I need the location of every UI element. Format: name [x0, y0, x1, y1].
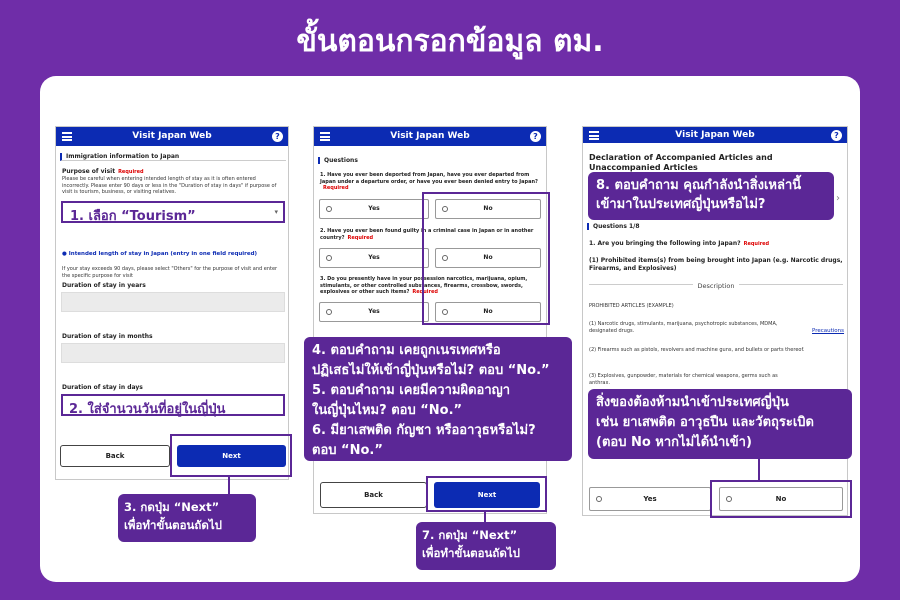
no-highlight [710, 480, 852, 518]
help-icon[interactable]: ? [530, 131, 541, 142]
back-button[interactable]: Back [320, 482, 427, 508]
app-title: Visit Japan Web [390, 131, 470, 141]
section-heading-text: Immigration information to Japan [66, 153, 180, 160]
description-text: Description [693, 282, 738, 290]
required-badge: Required [323, 185, 349, 191]
next-highlight [426, 476, 547, 512]
questions-counter [587, 223, 640, 230]
no-label: No [483, 254, 493, 261]
q3-yes-option[interactable] [319, 302, 429, 322]
menu-icon[interactable] [589, 131, 599, 140]
days-input-value: 2. ใส่จำนวนวันที่อยู่ในญี่ปุ่น [69, 402, 226, 417]
purpose-note: Please be careful when entering intended length of stay as it is often entered incorrectly. Please enter 90 days or less in the "Duration of stay in days" if purpose of visit is tourism, business, or visiting relatives. [62, 176, 277, 195]
next-button[interactable]: Next [177, 445, 286, 467]
yes-label: Yes [368, 308, 380, 315]
required-badge: Required [347, 234, 374, 241]
purpose-select[interactable] [61, 201, 285, 223]
prohibited-item-1: (1) Narcotic drugs, stimulants, marijuana, psychotropic substances, MDMA, designated drugs. [589, 321, 778, 334]
questions-counter-text: Questions 1/8 [593, 223, 640, 230]
yes-label: Yes [368, 254, 380, 261]
purpose-select-value: 1. เลือก “Tourism” [70, 209, 196, 224]
yes-label: Yes [643, 495, 657, 503]
chevron-right-icon: › [836, 193, 840, 204]
next-button[interactable]: Next [434, 482, 540, 508]
app-bar [314, 127, 546, 146]
step3-callout: 3. กดปุ่ม “Next” เพื่อทำขั้นตอนถัดไป [118, 494, 256, 542]
callout-connector [758, 459, 760, 481]
purpose-label [62, 168, 144, 175]
next-highlight [170, 434, 292, 477]
prohibited-item-2: (2) Firearms such as pistols, revolvers and machine guns, and bullets or parts thereof. [589, 347, 805, 353]
radio-icon [326, 309, 332, 315]
section-heading [60, 153, 286, 161]
yes-option[interactable] [589, 487, 711, 511]
no-label: No [483, 205, 493, 212]
question-1 [320, 172, 542, 192]
chevron-down-icon: ▾ [274, 208, 278, 216]
help-icon[interactable]: ? [272, 131, 283, 142]
prohibited-item-3: (3) Explosives, gunpowder, materials for chemical weapons, germs such as anthrax. [589, 373, 778, 386]
declaration-question-1 [589, 241, 843, 248]
length-note: If your stay exceeds 90 days, please select "Others" for the purpose of visit and enter the specific purpose for visit [62, 266, 278, 279]
back-button[interactable]: Back [60, 445, 170, 467]
menu-icon[interactable] [320, 132, 330, 141]
length-heading [62, 251, 284, 257]
step7-callout: 7. กดปุ่ม “Next” เพื่อทำขั้นตอนถัดไป [416, 522, 556, 570]
q2-yes-option[interactable] [319, 248, 429, 268]
yes-label: Yes [368, 205, 380, 212]
screen-immigration-info [55, 126, 289, 480]
months-label: Duration of stay in months [62, 333, 153, 340]
precautions-link[interactable]: Precautions [812, 328, 845, 334]
q1-yes-option[interactable] [319, 199, 429, 219]
page-title: ขั้นตอนกรอกข้อมูล ตม. [296, 24, 604, 59]
section-heading [318, 157, 544, 164]
required-badge: Required [118, 169, 144, 175]
length-heading-text: Intended length of stay in Japan (entry in one field required) [68, 251, 258, 257]
years-label: Duration of stay in years [62, 282, 146, 289]
menu-icon[interactable] [62, 132, 72, 141]
days-label: Duration of stay in days [62, 384, 143, 391]
required-badge: Required [743, 241, 770, 247]
declaration-heading: Declaration of Accompanied Articles and Unaccompanied Articles [589, 153, 773, 172]
prohibited-heading: PROHIBITED ARTICLES (EXAMPLE) [589, 303, 674, 309]
no-label: No [775, 495, 787, 503]
step8-callout: 8. ตอบคำถาม คุณกำลังนำสิ่งเหล่านี้ เข้ามาในประเทศญี่ปุ่นหรือไม่? [588, 172, 834, 220]
no-label: No [483, 308, 493, 315]
purpose-label-text: Purpose of visit [62, 168, 116, 175]
prohibited-items-callout: สิ่งของต้องห้ามนำเข้าประเทศญี่ปุ่น เช่น ยาเสพติด อาวุธปืน และวัตถุระเบิด (ตอบ No หากไม่ได้นำเข้า) [588, 389, 852, 459]
radio-icon [326, 255, 332, 261]
years-input[interactable] [61, 292, 285, 312]
steps-4-6-callout: 4. ตอบคำถาม เคยถูกเนรเทศหรือ ปฏิเสธไม่ให้เข้าญี่ปุ่นหรือไม่? ตอบ “No.” 5. ตอบคำถาม เคยมีความผิดอาญา ในญี่ปุ่นไหม? ตอบ “No.” 6. มียาเสพติด กัญชา หรืออาวุธหรือไม่? ตอบ “No.” [304, 337, 572, 461]
required-badge: Required [412, 289, 438, 295]
months-input[interactable] [61, 343, 285, 363]
days-input[interactable] [61, 394, 285, 416]
declaration-question-1-text: 1. Are you bringing the following into Japan? [589, 240, 741, 247]
no-answers-highlight [422, 192, 550, 325]
app-bar [56, 127, 288, 146]
bullet-icon: ● [62, 251, 67, 257]
highlight-connector [228, 477, 230, 494]
question-1-subitem: (1) Prohibited items(s) from being brought into Japan (e.g. Narcotic drugs, Firearms, and Explosives) [589, 257, 843, 272]
radio-icon [596, 496, 602, 502]
description-bar [589, 284, 843, 293]
question-2-text: 2. Have you ever been found guilty in a criminal case in Japan or in another country? [320, 228, 534, 241]
radio-icon [326, 206, 332, 212]
section-heading-text: Questions [324, 157, 358, 164]
app-title: Visit Japan Web [675, 130, 755, 140]
question-3-text: 3. Do you presently have in your possession narcotics, marijuana, opium, stimulants, or other controlled substances, firearms, crossbow, swords, explosives or other such items? [320, 276, 528, 295]
question-1-text: 1. Have you ever been deported from Japan, have you ever departed from Japan under a departure order, or have you ever been denied entry to Japan? [320, 172, 538, 185]
app-title: Visit Japan Web [132, 131, 212, 141]
help-icon[interactable]: ? [831, 130, 842, 141]
app-bar [583, 127, 847, 143]
